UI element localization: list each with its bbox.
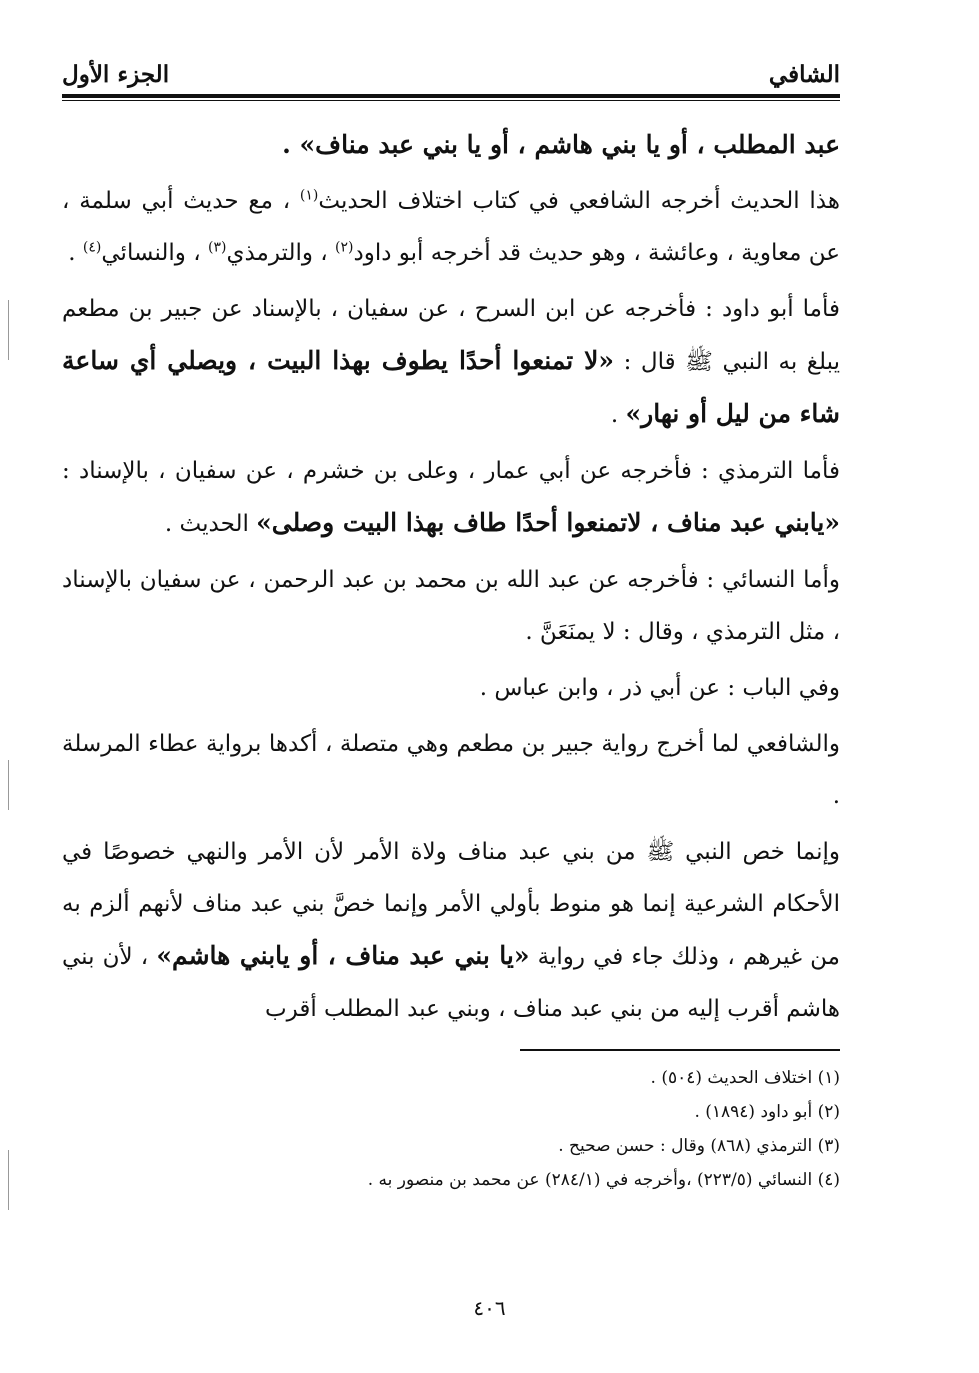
scan-edge-mark <box>8 1150 9 1210</box>
text-span: فأما أبو داود : فأخرجه عن ابن السرح ، عن سفيان ، بالإسناد عن جبير بن مطعم يبلغ به النبي ﷺ قال : <box>62 296 840 375</box>
footnote-ref-2[interactable]: (٢) <box>335 239 354 256</box>
main-text <box>62 119 840 1035</box>
footnote-1: (١) اختلاف الحديث (٥٠٤) . <box>650 1068 840 1088</box>
footnote-ref-1[interactable]: (١) <box>299 187 319 204</box>
footnote-3: (٣) الترمذي (٨٦٨) وقال : حسن صحيح . <box>558 1136 840 1156</box>
text-span: . <box>610 402 626 428</box>
text-span: الحديث . <box>164 511 257 537</box>
book-title: الشافي <box>768 61 840 88</box>
paragraph-5: وفي الباب : عن أبي ذر ، وابن عباس . <box>479 675 840 701</box>
footnote-separator <box>520 1049 840 1051</box>
paragraph-2 <box>62 283 840 441</box>
scan-edge-mark <box>8 300 9 360</box>
footnote-ref-4[interactable]: (٤) <box>82 239 102 256</box>
text-span: ، مع حديث أبي سلمة ، عن معاوية ، وعائشة ، وهو حديث قد أخرجه أبو داود <box>62 188 840 266</box>
paragraph-1 <box>62 175 840 279</box>
hadith-quote: «يابني عبد مناف ، لاتمنعوا أحدًا طاف بهذا البيت وصلى» <box>256 508 840 537</box>
text-span: ، والترمذي <box>226 240 336 266</box>
footnote-2: (٢) أبو داود (١٨٩٤) . <box>694 1102 840 1122</box>
text-span: فأما الترمذي : فأخرجه عن أبي عمار ، وعلى بن خشرم ، عن سفيان ، بالإسناد : <box>62 458 840 484</box>
text-span: هذا الحديث أخرجه الشافعي في كتاب اختلاف الحديث <box>318 188 840 214</box>
paragraph-7 <box>62 826 840 1035</box>
book-page <box>62 40 840 1197</box>
hadith-quote: «يا بني عبد مناف ، أو يابني هاشم» <box>156 941 530 970</box>
footnote-ref-3[interactable]: (٣) <box>207 239 227 256</box>
text-span: وإنما خص النبي ﷺ من بني عبد مناف ولاة الأمر لأن الأمر والنهي خصوصًا في الأحكام الشرعية إنما هو منوط بأولي الأمر وإنما خصَّ بني عبد مناف لأنهم ألزم به من غيرهم ، وذلك جاء في رواية <box>62 839 840 970</box>
paragraph-6: والشافعي لما أخرج رواية جبير بن مطعم وهي متصلة ، أكدها برواية عطاء المرسلة . <box>62 731 840 809</box>
header-rule-thick <box>62 94 840 98</box>
volume-label: الجزء الأول <box>62 61 170 88</box>
paragraph-4: وأما النسائي : فأخرجه عن عبد الله بن محمد بن عبد الرحمن ، عن سفيان بالإسناد ، مثل الترمذي ، وقال : لا يمنَعَنَّ . <box>62 567 840 645</box>
text-span: ، والنسائي <box>101 240 208 266</box>
footnote-4: (٤) النسائي (٢٢٣/٥) ،وأخرجه في (٢٨٤/١) عن محمد بن منصور به . <box>367 1170 840 1190</box>
text-span: . <box>68 240 83 266</box>
page-number: ٤٠٦ <box>473 1296 506 1320</box>
hadith-quote: «لا تمنعوا أحدًا يطوف بهذا البيت ، ويصلي أي ساعة شاء من ليل أو نهار» <box>62 346 840 428</box>
running-header <box>62 40 840 88</box>
paragraph-0: عبد المطلب ، أو يا بني هاشم ، أو يا بني عبد مناف» . <box>282 130 840 159</box>
header-rule-thin <box>62 100 840 101</box>
text-span: ، لأن بني هاشم أقرب إليه من بني عبد مناف ، وبني عبد المطلب أقرب <box>62 944 840 1022</box>
paragraph-3 <box>62 445 840 550</box>
footnotes <box>62 1061 840 1197</box>
scan-edge-mark <box>8 760 9 810</box>
